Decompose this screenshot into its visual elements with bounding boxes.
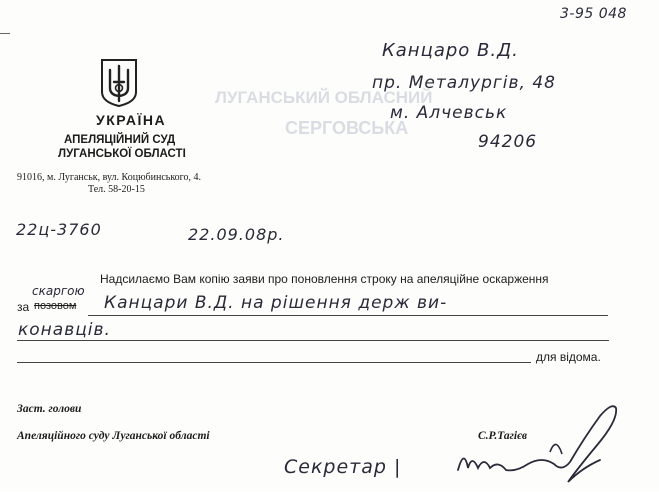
ghost-text-line1: ЛУГАНСЬКИЙ ОБЛАСНИЙ	[215, 88, 433, 107]
signer-name: С.Р.Тагієв	[478, 430, 528, 442]
handwritten-signature	[450, 398, 630, 488]
doc-number: 3-95 048	[560, 6, 627, 22]
recipient-name: Канцаро В.Д.	[382, 40, 519, 61]
secretary-handwritten: Секретар |	[284, 456, 402, 478]
recipient-postcode: 94206	[478, 132, 538, 152]
corner-mark	[0, 33, 10, 34]
letter-date: 22.09.08р.	[188, 225, 285, 244]
fill-line-1	[88, 315, 608, 316]
case-number: 22ц-3760	[16, 220, 102, 239]
recipient-city: м. Алчевськ	[390, 103, 508, 123]
fill-line-2	[17, 340, 609, 341]
body-closing: для відома.	[536, 350, 601, 364]
court-name-line2: ЛУГАНСЬКОЇ ОБЛАСТІ	[58, 148, 186, 160]
country-heading: УКРАЇНА	[96, 112, 167, 128]
inserted-word: скаргою	[32, 284, 85, 298]
court-name-line1: АПЕЛЯЦІЙНИЙ СУД	[64, 134, 176, 146]
body-za: за	[17, 300, 30, 314]
handwritten-body-line1: Канцари В.Д. на рішення держ ви-	[104, 293, 448, 313]
handwritten-body-line2: конавців.	[18, 320, 111, 340]
court-address: 91016, м. Луганськ, вул. Коцюбинського, 4.	[17, 172, 202, 183]
signer-title-line2: Апеляційного суду Луганської області	[17, 430, 210, 442]
ghost-text-line2: СЕРГОВСЬКА	[285, 118, 409, 138]
signer-title-line1: Заст. голови	[17, 403, 82, 415]
court-phone: Тел. 58-20-15	[88, 184, 145, 195]
recipient-street: пр. Металургів, 48	[372, 73, 556, 93]
struck-word: позовом	[34, 300, 77, 312]
trident-emblem-icon	[99, 58, 139, 108]
fill-line-3	[17, 362, 531, 363]
body-sentence: Надсилаємо Вам копію заяви про поновлення строку на апеляційне оскарження	[100, 272, 549, 286]
